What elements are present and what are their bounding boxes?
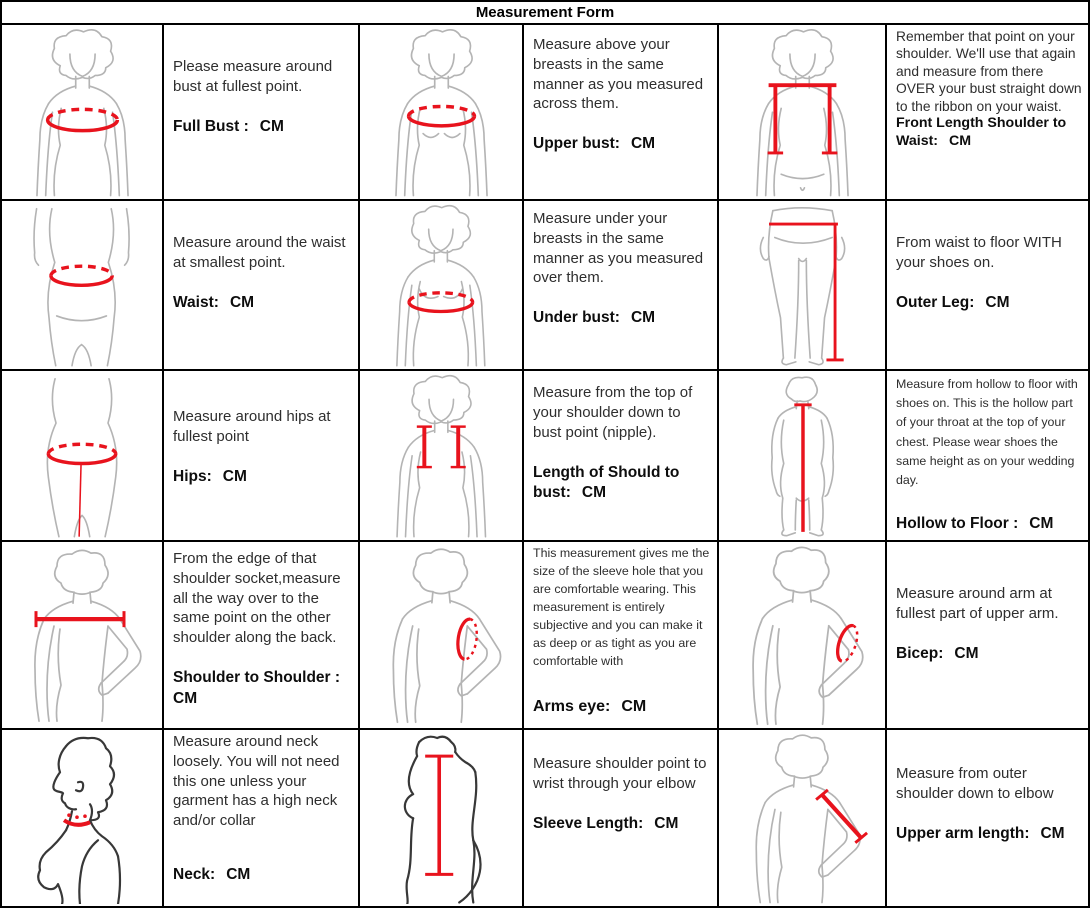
arms-eye-text-cell — [524, 542, 717, 728]
waist-text-cell — [164, 201, 358, 369]
front-shoulder-waist-text-cell — [887, 25, 1088, 199]
hollow-to-floor-description: Measure from hollow to floor with shoes on. This is the hollow part of your throat at the top of your chest. Please wear shoes the same height as on your wedding day. — [896, 377, 1078, 488]
waist-figure — [2, 201, 162, 369]
upper-bust-unit: CM — [630, 135, 656, 153]
sleeve-length-text-cell — [524, 730, 717, 906]
hips-label: Hips: CM — [173, 467, 247, 485]
upper-bust-text-cell — [524, 25, 717, 199]
sleeve-length-description: Measure shoulder point to wrist through your elbow — [533, 755, 707, 792]
outer-leg-unit: CM — [985, 293, 1010, 311]
hollow-to-floor-figure — [719, 371, 885, 540]
outer-leg-figure — [719, 201, 885, 369]
upper-arm-unit: CM — [1040, 824, 1065, 842]
outer-leg-label: Outer Leg: CM — [896, 293, 1010, 311]
hollow-to-floor-unit: CM — [1029, 514, 1054, 532]
arms-eye-unit: CM — [621, 698, 647, 716]
full-bust-unit: CM — [259, 117, 284, 135]
bicep-label: Bicep: CM — [896, 644, 979, 662]
hips-text-cell — [164, 371, 358, 540]
shoulder-to-bust-description: Measure from the top of your shoulder down to bust point (nipple). — [533, 384, 693, 441]
under-bust-unit: CM — [630, 309, 656, 327]
under-bust-label: Under bust: CM — [533, 309, 656, 327]
front-shoulder-waist-description: Remember that point on your shoulder. We'll use that again and measure from there OVER your bust straight down to the ribbon on your waist. — [896, 29, 1082, 114]
outer-leg-text-cell — [887, 201, 1088, 369]
measurement-grid — [2, 25, 1088, 906]
neck-figure — [2, 730, 162, 906]
arms-eye-description: This measurement gives me the size of the sleeve hole that you are comfortable wearing. This measurement is entirely subjective and you can make it as deep or as tight as you are comfortable with — [533, 546, 710, 668]
bicep-unit: CM — [954, 644, 979, 662]
bicep-description: Measure around arm at fullest part of upper arm. — [896, 585, 1059, 622]
shoulder-to-bust-figure — [360, 371, 522, 540]
front-shoulder-waist-unit: CM — [949, 132, 972, 149]
shoulder-to-bust-text-cell — [524, 371, 717, 540]
upper-arm-figure — [719, 730, 885, 906]
full-bust-figure — [2, 25, 162, 199]
shoulder-to-shoulder-description: From the edge of that shoulder socket,measure all the way over to the same point on the other shoulder along the back. — [173, 550, 341, 647]
arms-eye-figure — [360, 542, 522, 728]
shoulder-to-shoulder-unit: CM — [173, 689, 198, 707]
full-bust-label: Full Bust : CM — [173, 117, 284, 135]
hollow-to-floor-label: Hollow to Floor : CM — [896, 514, 1054, 532]
neck-text-cell — [164, 730, 358, 906]
shoulder-to-bust-unit: CM — [581, 483, 606, 501]
under-bust-description: Measure under your breasts in the same manner as you measured over them. — [533, 210, 704, 287]
sleeve-length-label: Sleeve Length: CM — [533, 814, 679, 832]
arms-eye-label: Arms eye: CM — [533, 698, 647, 716]
neck-description: Measure around neck loosely. You will not need this one unless your garment has a high neck and/or collar — [173, 733, 340, 830]
full-bust-text-cell — [164, 25, 358, 199]
upper-bust-figure — [360, 25, 522, 199]
outer-leg-description: From waist to floor WITH your shoes on. — [896, 234, 1062, 271]
waist-label: Waist: CM — [173, 293, 255, 311]
shoulder-to-shoulder-label: Shoulder to Shoulder : CM — [173, 668, 353, 709]
hips-figure — [2, 371, 162, 540]
shoulder-to-shoulder-text-cell — [164, 542, 358, 728]
neck-label: Neck: CM — [173, 866, 251, 884]
upper-bust-description: Measure above your breasts in the same manner as you measured across them. — [533, 36, 704, 113]
upper-bust-label: Upper bust: CM — [533, 135, 656, 153]
upper-arm-text-cell — [887, 730, 1088, 906]
under-bust-figure — [360, 201, 522, 369]
hips-description: Measure around hips at fullest point — [173, 408, 331, 445]
back-length-figure — [360, 730, 522, 906]
shoulder-to-shoulder-figure — [2, 542, 162, 728]
front-shoulder-waist-label: Front Length Shoulder to Waist: CM — [896, 114, 1067, 149]
sleeve-length-unit: CM — [654, 814, 679, 832]
hips-unit: CM — [222, 467, 247, 485]
neck-unit: CM — [226, 866, 251, 884]
under-bust-text-cell — [524, 201, 717, 369]
bicep-text-cell — [887, 542, 1088, 728]
shoulder-to-bust-label: Length of Should to bust: CM — [533, 463, 680, 501]
front-shoulder-waist-figure — [719, 25, 885, 199]
page-title: Measurement Form — [2, 2, 1088, 25]
upper-arm-label: Upper arm length: CM — [896, 824, 1065, 842]
hollow-to-floor-text-cell — [887, 371, 1088, 540]
waist-unit: CM — [229, 293, 255, 311]
full-bust-description: Please measure around bust at fullest point. — [173, 58, 333, 95]
upper-arm-description: Measure from outer shoulder down to elbow — [896, 765, 1054, 802]
waist-description: Measure around the waist at smallest point. — [173, 234, 346, 271]
bicep-figure — [719, 542, 885, 728]
